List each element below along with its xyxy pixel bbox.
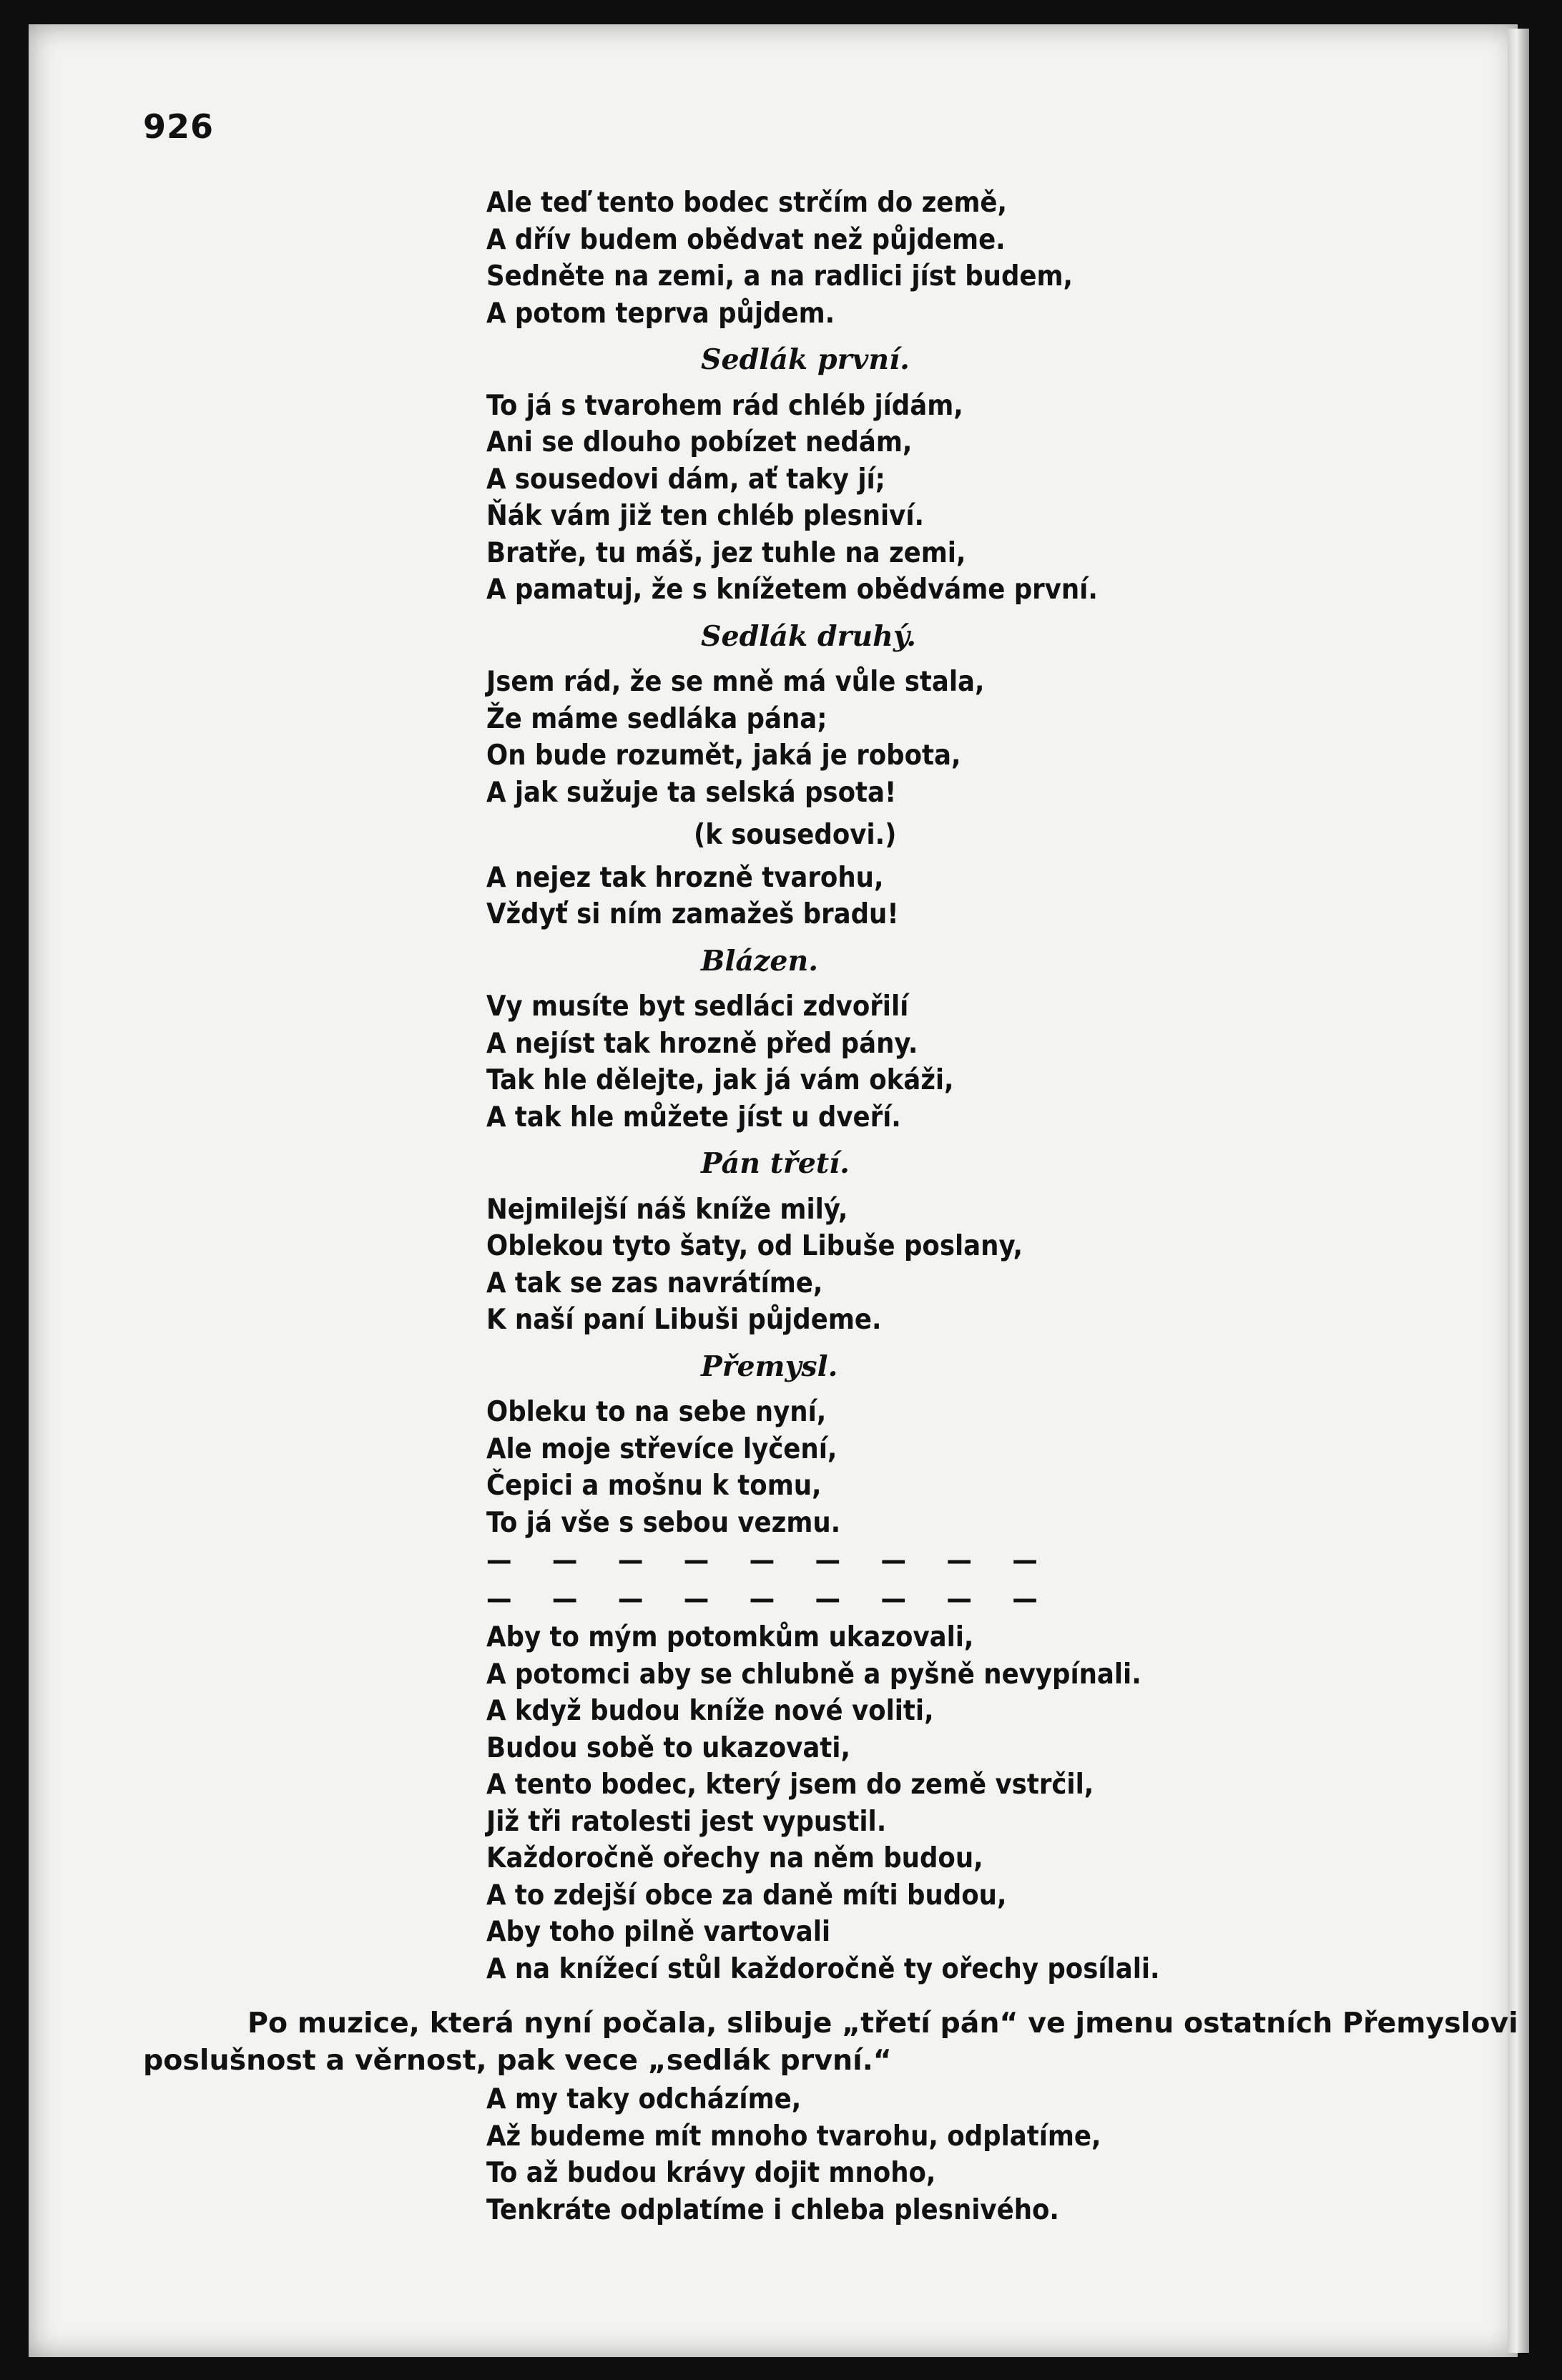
verse-line: Vy musíte byt sedláci zdvořilí [486,990,909,1023]
verse-line: K naší paní Libuši půjdeme. [486,1303,882,1336]
verse-line: Oblekou tyto šaty, od Libuše poslany, [486,1229,1023,1262]
verse-line: Aby toho pilně vartovali [486,1915,831,1948]
verse-content [486,185,1502,1987]
verse-line: Jsem rád, že se mně má vůle stala, [486,665,985,698]
verse-line: Ani se dlouho pobízet nedám, [486,426,913,458]
verse-line: Již tři ratolesti jest vypustil. [486,1804,887,1838]
verse-line: Nejmilejší náš kníže milý, [486,1192,848,1226]
verse-line: Ale moje střevíce lyčení, [486,1432,838,1465]
verse-line: A tak se zas navrátíme, [486,1266,823,1299]
verse-line: A my taky odcházíme, [486,2082,802,2115]
speaker-name: Přemysl. [701,1349,838,1383]
page-number: 926 [143,107,215,146]
verse-line: To já vše s sebou vezmu. [486,1505,841,1539]
verse-line: Až budeme mít mnoho tvarohu, odplatíme, [486,2119,1101,2153]
verse-line: Aby to mým potomkům ukazovali, [486,1621,974,1653]
speaker-name: Sedlák druhý. [701,619,917,653]
dash-row: — — — — — — — — — [486,1582,1053,1616]
verse-line: Sedněte na zemi, a na radlici jíst budem, [486,260,1074,292]
verse-line: Tenkráte odplatíme i chleba plesnivého. [486,2193,1059,2226]
prose-line: Po muzice, která nyní počala, slibuje „třetí pán“ ve jmenu ostatních Přemyslovi [247,2007,1518,2040]
final-verse [486,2081,1502,2228]
verse-line: A nejez tak hrozně tvarohu, [486,860,884,894]
speaker-name: Pán třetí. [701,1147,850,1180]
page-edge [1508,29,1529,2353]
verse-line: To já s tvarohem rád chléb jídám, [486,388,963,422]
verse-line: A to zdejší obce za daně míti budou, [486,1878,1007,1912]
verse-line: Bratře, tu máš, jez tuhle na zemi, [486,536,966,569]
verse-line: Ňák vám již ten chléb plesniví. [486,499,925,532]
verse-line: Vždyť si ním zamažeš bradu! [486,898,899,930]
prose-line: poslušnost a věrnost, pak vece „sedlák první.“ [143,2043,892,2077]
verse-line: Ale teď tento bodec strčím do země, [486,186,1008,219]
stanzas [486,185,1502,1541]
verse-line: To až budou krávy dojit mnoho, [486,2156,936,2189]
speaker-name: Blázen. [701,944,819,978]
verse-line: A potomci aby se chlubně a pyšně nevypínali. [486,1657,1141,1691]
verse-line: A sousedovi dám, ať taky jí; [486,462,885,496]
verse-line: A tak hle můžete jíst u dveří. [486,1100,901,1134]
verse-line: A pamatuj, že s knížetem obědváme první. [486,573,1098,606]
verse-line: A tento bodec, který jsem do země vstrčil, [486,1768,1094,1801]
verse-line: Čepici a mošnu k tomu, [486,1469,822,1502]
verse-line: A když budou kníže nové voliti, [486,1694,934,1727]
verse-line: A potom teprva půjdem. [486,296,835,330]
stage-direction: (k sousedovi.) [694,818,897,851]
dash-row: — — — — — — — — — [486,1544,1053,1577]
verse-line: Že máme sedláka pána; [486,702,827,735]
verse-line: A dřív budem obědvat než půjdeme. [486,222,1006,256]
verse-line: Každoročně ořechy na něm budou, [486,1841,983,1874]
verse-line: Tak hle dělejte, jak já vám okáži, [486,1063,954,1096]
verse-line: A jak sužuje ta selská psota! [486,775,897,809]
verse-line: A na knížecí stůl každoročně ty ořechy posílali. [486,1952,1160,1985]
verse-line: Obleku to na sebe nyní, [486,1395,827,1428]
verse-line: A nejíst tak hrozně před pány. [486,1026,918,1060]
closing-verse [486,1619,1502,1987]
verse-line: On bude rozumět, jaká je robota, [486,739,961,772]
dash-rows [486,1543,1502,1618]
prose-paragraph [143,2005,1518,2079]
speaker-name: Sedlák první. [701,343,910,376]
verse-line: Budou sobě to ukazovati, [486,1731,850,1764]
